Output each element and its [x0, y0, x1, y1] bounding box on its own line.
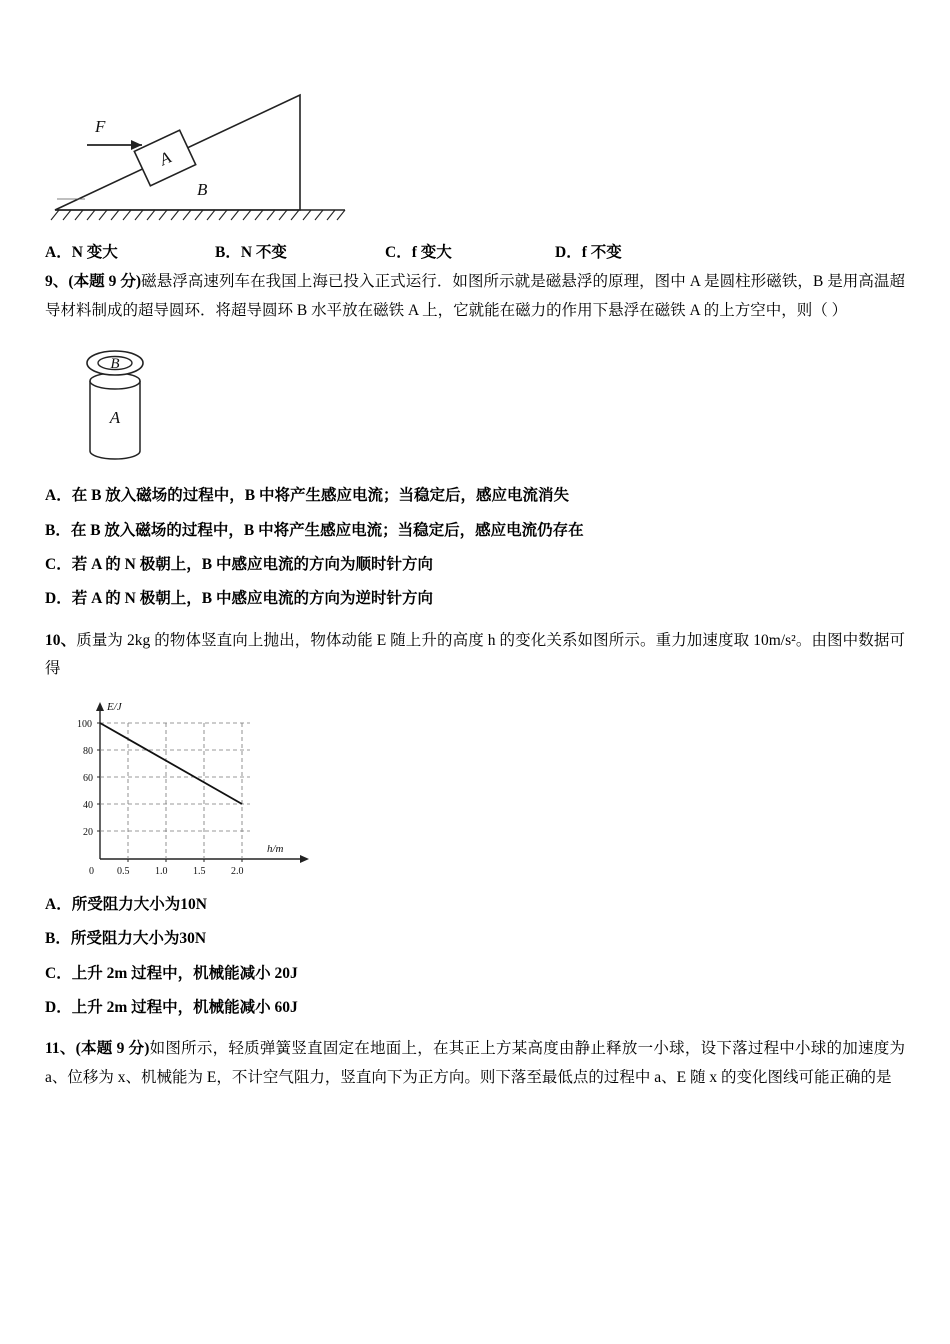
q9-text: 磁悬浮高速列车在我国上海已投入正式运行．如图所示就是磁悬浮的原理，图中 A 是圆柱形磁铁，B 是用高温超导材料制成的超导圆环．将超导圆环 B 水平放在磁铁 A 上，它就能在磁力的作用下悬浮在磁铁 A 的上方空中，则（ ） [45, 273, 905, 319]
energy-height-chart [45, 694, 905, 884]
question8-options-row [45, 240, 905, 262]
q9-option-d: D．若 A 的 N 极朝上，B 中感应电流的方向为逆时针方向 [45, 590, 433, 608]
chart-ytick-20: 20 [83, 827, 93, 839]
incline-svg [45, 60, 375, 230]
chart-xtick-10: 1.0 [155, 866, 168, 878]
chart-ytick-100: 100 [77, 719, 92, 731]
q9-option-a: A．在 B 放入磁场的过程中，B 中将产生感应电流；当稳定后，感应电流消失 [45, 487, 569, 505]
cylinder-label-A: A [109, 408, 121, 428]
svg-text:A: A [156, 147, 174, 170]
chart-xtick-20: 2.0 [231, 866, 244, 878]
q10-text: 质量为 2kg 的物体竖直向上抛出，物体动能 E 随上升的高度 h 的变化关系如图所示。重力加速度取 10m/s²。由图中数据可得 [45, 631, 905, 678]
q9-option-b: B．在 B 放入磁场的过程中，B 中将产生感应电流；当稳定后，感应电流仍存在 [45, 521, 584, 539]
chart-ytick-40: 40 [83, 800, 93, 812]
question9-stem [45, 268, 905, 325]
chart-origin-label: 0 [89, 866, 94, 878]
inclined-plane-block-figure [45, 60, 905, 230]
chart-data-line [100, 723, 242, 804]
chart-ylabel: E/J [107, 701, 122, 714]
ring-label-B: B [110, 356, 120, 373]
q9-number: 9、 [45, 273, 69, 290]
chart-xtick-15: 1.5 [193, 866, 206, 878]
q8-option-a: A．N 变大 [45, 244, 118, 261]
q10-number: 10、 [45, 631, 77, 649]
q9-option-c: C．若 A 的 N 极朝上，B 中感应电流的方向为顺时针方向 [45, 556, 433, 574]
q11-points: (本题 9 分) [75, 1040, 150, 1058]
maglev-svg [45, 333, 245, 473]
q8-option-b: B．N 不变 [215, 244, 287, 261]
force-label-F: F [95, 117, 106, 136]
energy-height-chart-svg [45, 694, 345, 884]
chart-xlabel: h/m [267, 843, 284, 856]
q8-option-c: C．f 变大 [385, 244, 452, 261]
q10-option-a: A．所受阻力大小为10N [45, 896, 207, 914]
q10-option-d: D．上升 2m 过程中，机械能减小 60J [45, 999, 298, 1017]
q11-number: 11、 [45, 1040, 76, 1058]
q11-text: 如图所示，轻质弹簧竖直固定在地面上，在其正上方某高度由静止释放一小球，设下落过程中小球的加速度为 a、位移为 x、机械能为 E，不计空气阻力，竖直向下为正方向。则下落至最低点的过程中 a、E 随 x 的变化图线可能正确的是 [45, 1040, 905, 1087]
incline-label-B: B [197, 180, 208, 199]
question10-stem [45, 627, 905, 684]
q10-option-c: C．上升 2m 过程中，机械能减小 20J [45, 964, 298, 982]
magnet-cylinder-figure [45, 333, 905, 473]
q8-option-d: D．f 不变 [555, 244, 622, 261]
q9-points: (本题 9 分) [68, 273, 142, 290]
q10-option-b: B．所受阻力大小为30N [45, 930, 207, 948]
chart-ytick-80: 80 [83, 746, 93, 758]
chart-xtick-05: 0.5 [117, 866, 130, 878]
chart-ytick-60: 60 [83, 773, 93, 785]
page-content [45, 60, 905, 1097]
question11-stem [45, 1035, 905, 1092]
